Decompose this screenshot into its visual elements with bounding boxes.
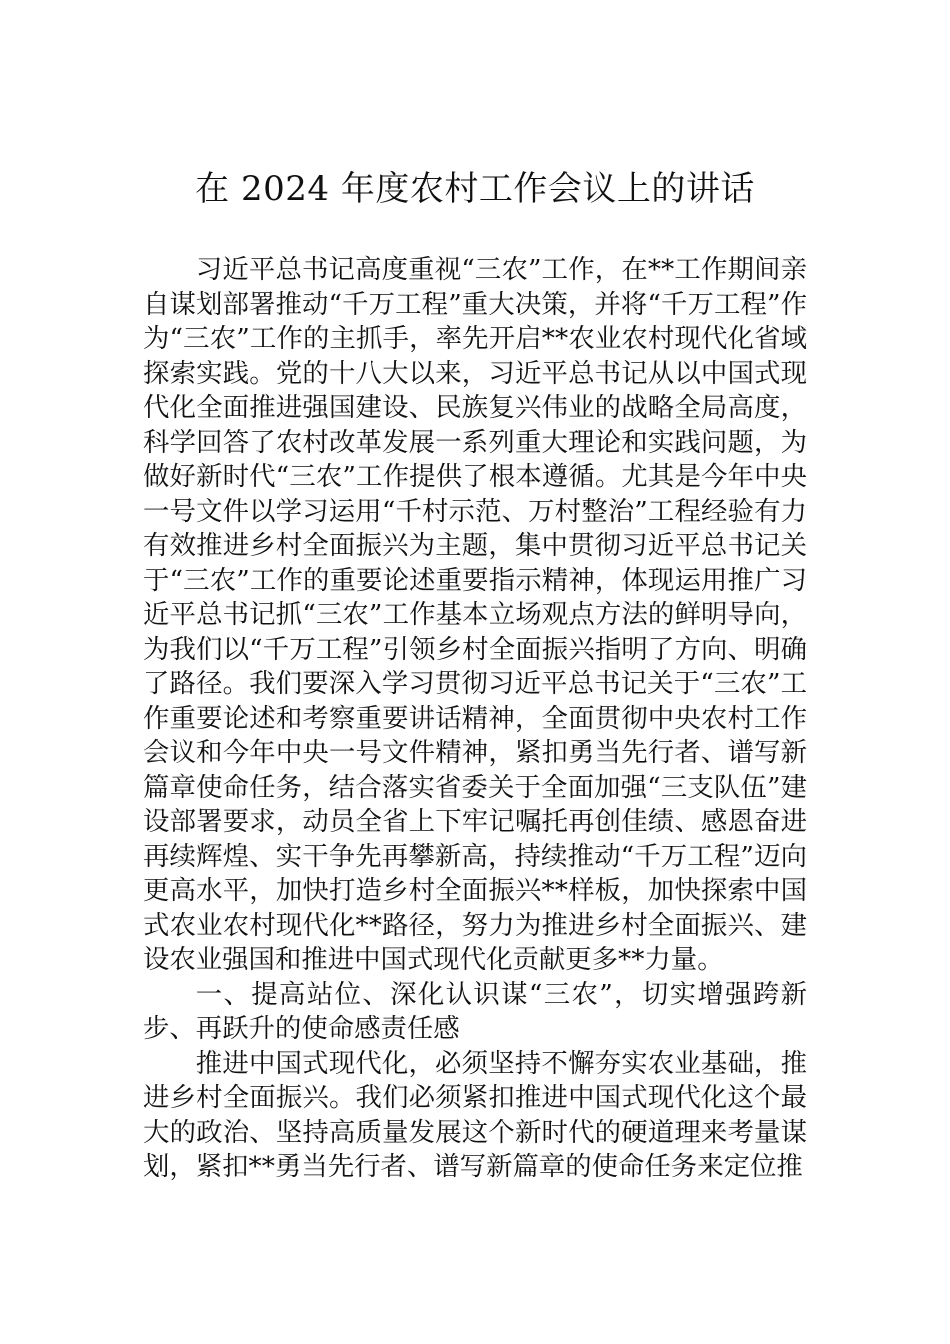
section-heading: 一、提高站位、深化认识谋“三农”，切实增强跨新步、再跃升的使命感责任感 — [143, 978, 807, 1044]
section-paragraph: 推进中国式现代化，必须坚持不懈夯实农业基础，推进乡村全面振兴。我们必须紧扣推进中国式现代化这个最大的政治、坚持高质量发展这个新时代的硬道理来考量谋划，紧扣**勇当先行者、谱写新篇章的使命任务来定位推 — [143, 1047, 807, 1182]
document-title: 在 2024 年度农村工作会议上的讲话 — [195, 169, 755, 209]
document-body — [143, 253, 807, 1185]
intro-paragraph: 习近平总书记高度重视“三农”工作，在**工作期间亲自谋划部署推动“千万工程”重大决策，并将“千万工程”作为“三农”工作的主抓手，率先开启**农业农村现代化省域探索实践。党的十八大以来，习近平总书记从以中国式现代化全面推进强国建设、民族复兴伟业的战略全局高度，科学回答了农村改革发展一系列重大理论和实践问题，为做好新时代“三农”工作提供了根本遵循。尤其是今年中央一号文件以学习运用“千村示范、万村整治”工程经验有力有效推进乡村全面振兴为主题，集中贯彻习近平总书记关于“三农”工作的重要论述重要指示精神，体现运用推广习近平总书记抓“三农”工作基本立场观点方法的鲜明导向，为我们以“千万工程”引领乡村全面振兴指明了方向、明确了路径。我们要深入学习贯彻习近平总书记关于“三农”工作重要论述和考察重要讲话精神，全面贯彻中央农村工作会议和今年中央一号文件精神，紧扣勇当先行者、谱写新篇章使命任务，结合落实省委关于全面加强“三支队伍”建设部署要求，动员全省上下牢记嘱托再创佳绩、感恩奋进再续辉煌、实干争先再攀新高，持续推动“千万工程”迈向更高水平，加快打造乡村全面振兴**样板，加快探索中国式农业农村现代化**路径，努力为推进乡村全面振兴、建设农业强国和推进中国式现代化贡献更多**力量。 — [143, 254, 807, 975]
